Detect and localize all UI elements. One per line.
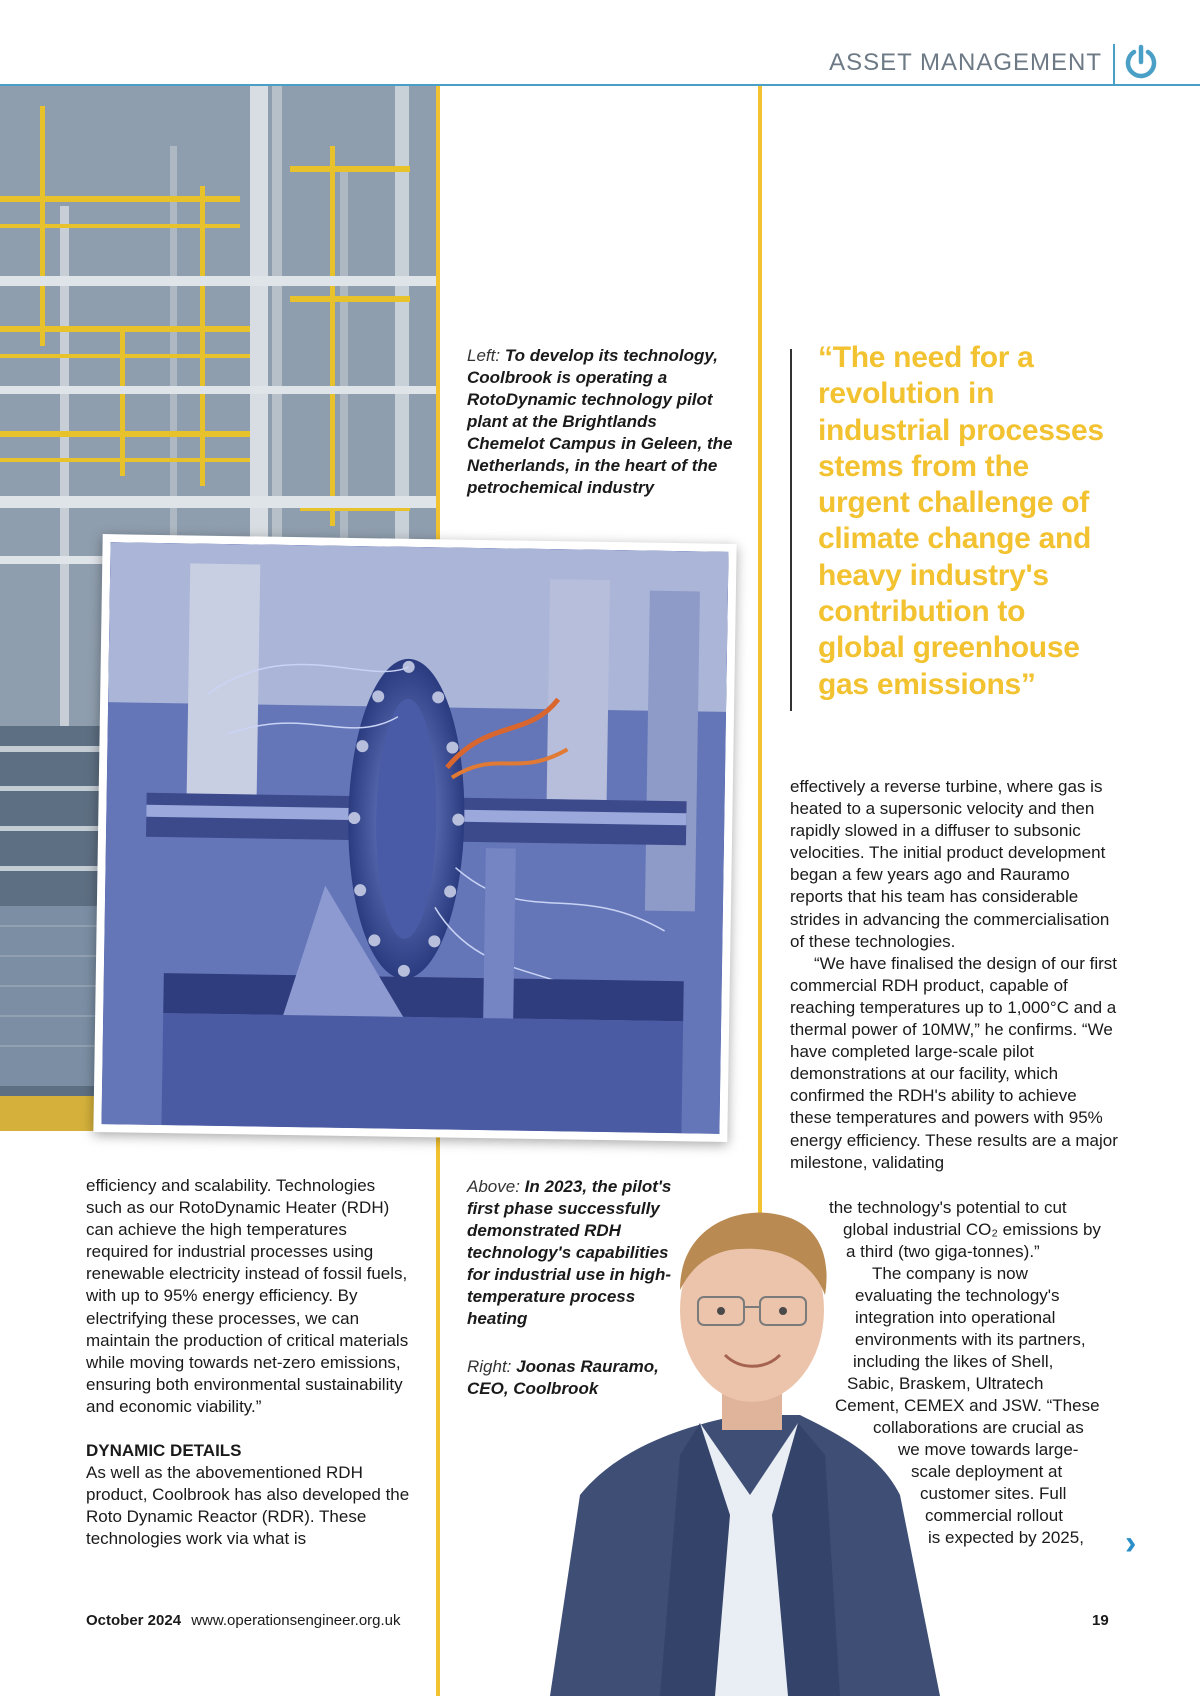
next-page-chevron-icon[interactable]: › xyxy=(1125,1524,1137,1562)
caption-left-lead: Left: xyxy=(467,346,501,365)
caption-right-lead: Right: xyxy=(467,1357,512,1376)
pull-quote-bar xyxy=(790,349,792,711)
wrap-line: Cement, CEMEX and JSW. “These xyxy=(835,1396,1100,1415)
footer-url[interactable]: www.operationsengineer.org.uk xyxy=(191,1612,401,1629)
page-number: 19 xyxy=(1092,1612,1109,1629)
rotodynamic-heater-photo xyxy=(93,534,736,1142)
caption-right-body: Joonas Rauramo, CEO, Coolbrook xyxy=(467,1357,659,1398)
body-right-paragraph-1: effectively a reverse turbine, where gas is heated to a supersonic velocity and then rapidly slowed in a diffuser to subsonic velocities. The initial product development began a few years ago and Rauramo reports that his team has considerable strides in advancing the commercialisation of these technologies. xyxy=(790,777,1110,951)
wrap-line: commercial rollout xyxy=(925,1506,1063,1525)
caption-above-body: In 2023, the pilot's first phase successfully demonstrated RDH technology's capabilities for industrial use in high-temperature process heating xyxy=(467,1177,672,1328)
wrap-line: The company is now xyxy=(872,1264,1028,1283)
caption-left-body: To develop its technology, Coolbrook is operating a RotoDynamic technology pilot plant at the Brightlands Chemelot Campus in Geleen, the Netherlands, in the heart of the petrochemical industry xyxy=(467,346,733,497)
footer xyxy=(86,1612,401,1629)
wrap-line: environments with its partners, xyxy=(855,1330,1086,1349)
wrap-line: global industrial CO₂ emissions by xyxy=(843,1220,1101,1239)
wrap-line: we move towards large- xyxy=(898,1440,1079,1459)
wrap-line: is expected by 2025, xyxy=(928,1528,1084,1547)
wrap-line: customer sites. Full xyxy=(920,1484,1067,1503)
body-column-left xyxy=(86,1175,412,1550)
body-right-paragraph-2: “We have finalised the design of our first commercial RDH product, capable of reaching temperatures up to 1,000°C and a thermal power of 10MW,” he confirms. “We have completed large-scale pilot demonstrations at our facility, which confirmed the RDH's ability to achieve these temperatures and powers with 95% energy efficiency. These results are a major milestone, validating xyxy=(790,953,1118,1172)
caption-above-lead: Above: xyxy=(467,1177,520,1196)
subhead-dynamic-details: DYNAMIC DETAILS xyxy=(86,1441,242,1461)
pull-quote: “The need for a revolution in industrial processes stems from the urgent challenge of climate change and heavy industry's contribution to global greenhouse gas emissions” xyxy=(818,341,1104,701)
wrap-line: evaluating the technology's xyxy=(855,1286,1060,1305)
wrap-line: the technology's potential to cut xyxy=(829,1198,1067,1217)
caption-left xyxy=(467,345,737,499)
wrap-line: a third (two giga-tonnes).” xyxy=(846,1242,1040,1261)
body-column-right xyxy=(790,776,1120,1174)
wrap-line: integration into operational xyxy=(855,1308,1056,1327)
wrap-line: scale deployment at xyxy=(911,1462,1063,1481)
section-title: ASSET MANAGEMENT xyxy=(829,49,1102,76)
wrap-line: Sabic, Braskem, Ultratech xyxy=(847,1374,1044,1393)
header-divider xyxy=(1113,44,1115,84)
body-left-paragraph-1: efficiency and scalability. Technologies such as our RotoDynamic Heater (RDH) can achieve the high temperatures required for industrial processes using renewable electricity instead of fossil fuels, with up to 95% energy efficiency. By electrifying these processes, we can maintain the production of critical materials while moving towards net-zero emissions, ensuring both environmental sustainability and economic viability.” xyxy=(86,1176,409,1416)
wrap-line: including the likes of Shell, xyxy=(853,1352,1054,1371)
body-left-paragraph-2: As well as the abovementioned RDH product, Coolbrook has also developed the Roto Dynamic Reactor (RDR). These technologies work via what is xyxy=(86,1463,410,1549)
wrap-line: collaborations are crucial as xyxy=(873,1418,1084,1437)
footer-date: October 2024 xyxy=(86,1612,182,1629)
power-icon xyxy=(1121,42,1161,82)
